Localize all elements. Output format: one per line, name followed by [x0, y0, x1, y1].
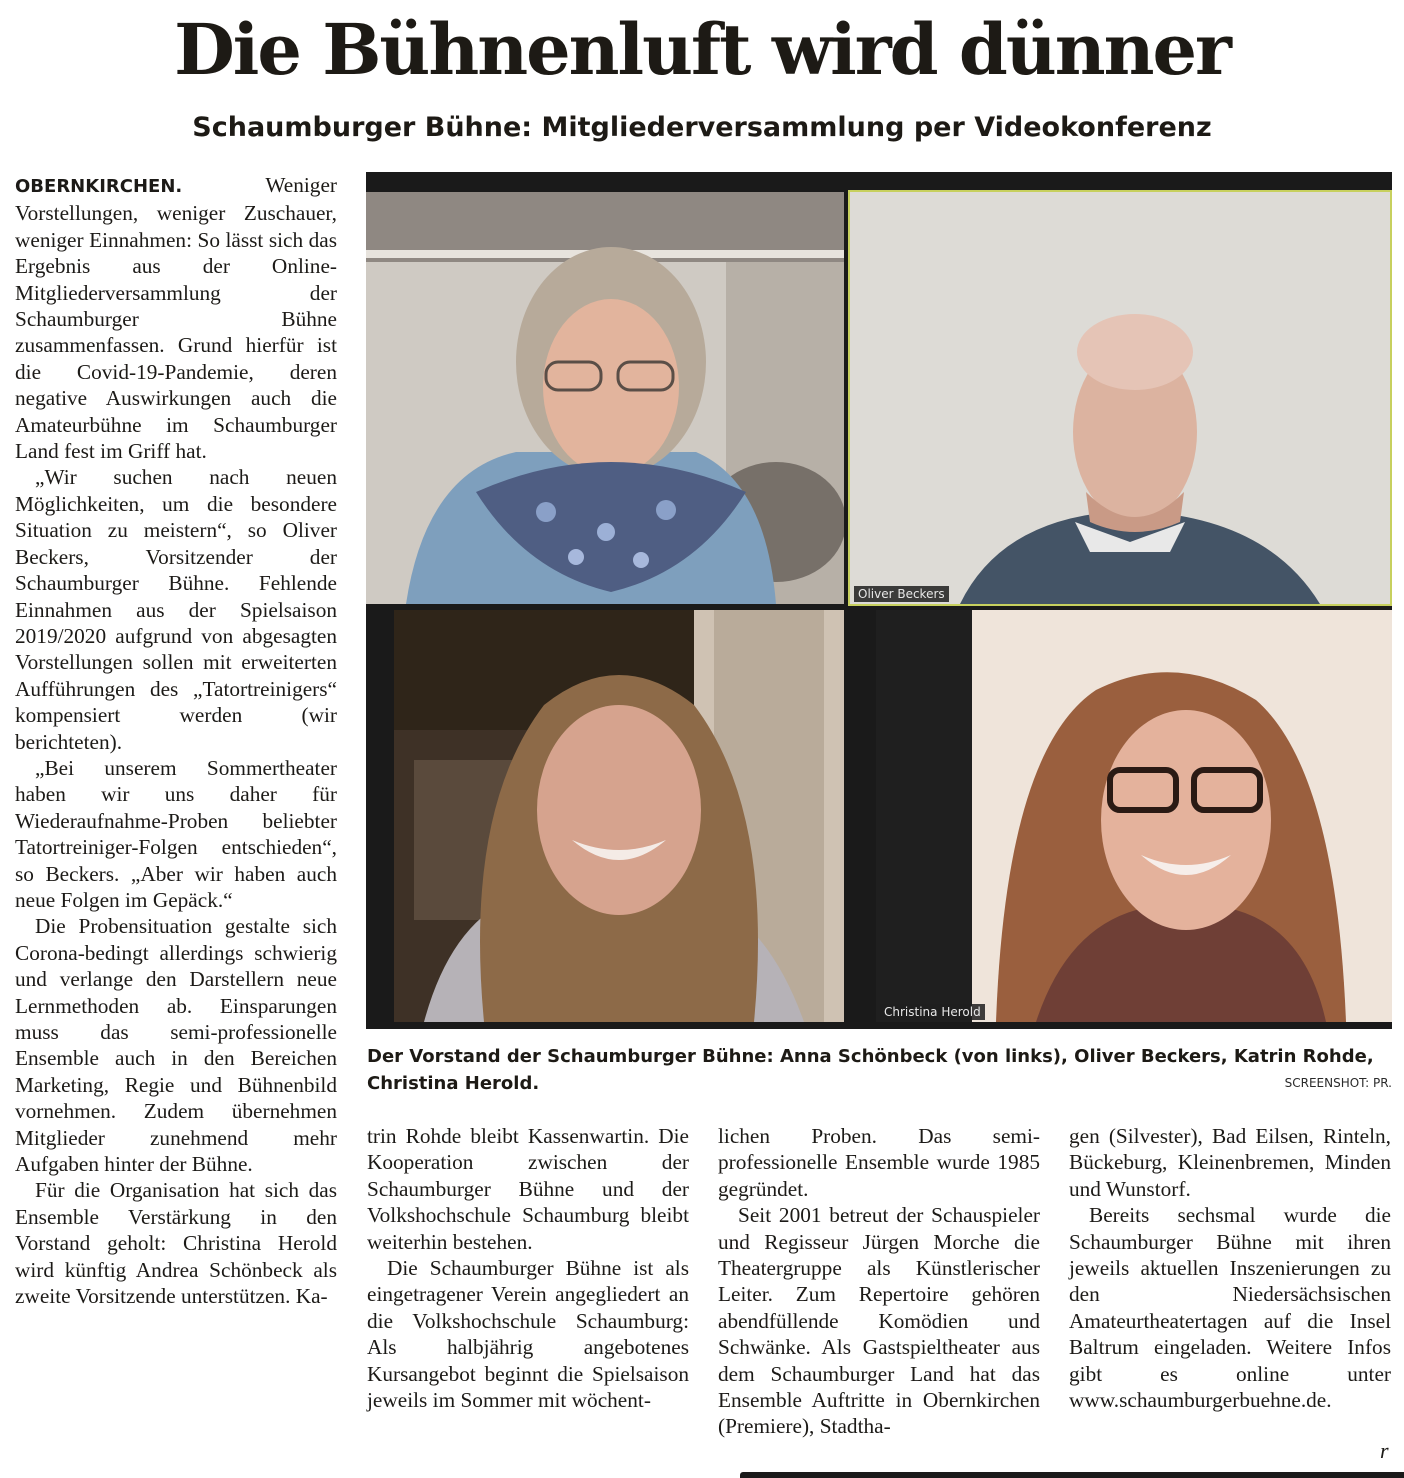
- bottom-rule: [740, 1472, 1404, 1478]
- participant-image: [366, 192, 844, 604]
- video-tile-oliver: [848, 190, 1392, 606]
- paragraph: lichen Proben. Das semi-professionelle Ensemble wurde 1985 gegründet.: [718, 1124, 1040, 1201]
- paragraph: Die Schaumburger Bühne ist als eingetragener Verein angegliedert an die Volkshochschule Schaumburg: Als halbjährig angebotenes Kursangebot beginnt die Spielsaison jeweils im Sommer mit wöchent-: [367, 1256, 689, 1413]
- article-column-4: [1069, 1123, 1391, 1413]
- paragraph: gen (Silvester), Bad Eilsen, Rinteln, Bückeburg, Kleinenbremen, Minden und Wunstorf.: [1069, 1124, 1391, 1201]
- headline: Die Bühnenluft wird dünner: [174, 8, 1230, 91]
- photo-caption: Der Vorstand der Schaumburger Bühne: Anna Schönbeck (von links), Oliver Beckers, Katrin Rohde, Christina Herold.: [367, 1046, 1374, 1094]
- dateline: OBERNKIRCHEN.: [15, 176, 183, 197]
- subheadline: Schaumburger Bühne: Mitgliederversammlung per Videokonferenz: [192, 112, 1212, 143]
- participant-image: [876, 610, 1392, 1022]
- article-column-1: [15, 172, 337, 1309]
- paragraph: Die Probensituation gestalte sich Corona-bedingt allerdings schwierig und verlange den Darstellern neue Lernmethoden ab. Einsparungen muss das semi-professionelle Ensemble auch in den Bereichen Marketing, Regie und Bühnenbild vornehmen. Zudem übernehmen Mitglieder zunehmend mehr Aufgaben hinter der Bühne.: [15, 914, 337, 1177]
- video-tile-katrin: [394, 610, 844, 1022]
- article-column-3: [718, 1123, 1040, 1440]
- author-initial: r: [1380, 1438, 1389, 1463]
- paragraph: „Wir suchen nach neuen Möglichkeiten, um die besondere Situation zu meistern“, so Oliver Beckers, Vorsitzender der Schaumburger Bühne. Fehlende Einnahmen aus der Spielsaison 2019/2020 aufgrund von abgesagten Vorstellungen sollen mit erweiterten Aufführungen des „Tatortreinigers“ kompensiert werden (wir berichteten).: [15, 465, 337, 754]
- video-tile-christina: [876, 610, 1392, 1022]
- participant-image: [850, 192, 1390, 604]
- participant-name-label: Christina Herold: [880, 1004, 985, 1020]
- paragraph: „Bei unserem Sommertheater haben wir uns daher für Wiederaufnahme-Proben beliebter Tatortreiniger-Folgen entschieden“, so Beckers. „Aber wir haben auch neue Folgen im Gepäck.“: [15, 755, 337, 912]
- participant-name-label: Oliver Beckers: [854, 586, 949, 602]
- paragraph-text: Weniger Vorstellungen, weniger Zuschauer, weniger Einnahmen: So lässt sich das Ergebnis aus der Online-Mitgliederversammlung der Schaumburger Bühne zusammenfassen. Grund hierfür ist die Covid-19-Pandemie, deren negative Auswirkungen auch die Amateurbühne im Schaumburger Land fest im Griff hat.: [15, 173, 337, 464]
- paragraph: Seit 2001 betreut der Schauspieler und Regisseur Jürgen Morche die Theatergruppe als Künstlerischer Leiter. Zum Repertoire gehören abendfüllende Komödien und Schwänke. Als Gastspieltheater aus dem Schaumburger Land hat das Ensemble Auftritte in Obernkirchen (Premiere), Stadtha-: [718, 1203, 1040, 1439]
- photo-credit: SCREENSHOT: PR.: [1284, 1076, 1392, 1090]
- paragraph: trin Rohde bleibt Kassenwartin. Die Kooperation zwischen der Schaumburger Bühne und der Volkshochschule Schaumburg bleibt weiterhin bestehen.: [367, 1124, 689, 1254]
- participant-image: [394, 610, 844, 1022]
- paragraph: Für die Organisation hat sich das Ensemble Verstärkung in den Vorstand geholt: Christina Herold wird künftig Andrea Schönbeck als zweite Vorsitzende unterstützen. Ka-: [15, 1178, 337, 1309]
- paragraph: [15, 172, 337, 464]
- paragraph: Bereits sechsmal wurde die Schaumburger Bühne mit ihren jeweils aktuellen Inszenierungen zu den Niedersächsischen Amateurtheatertagen auf die Insel Baltrum eingeladen. Weitere Infos gibt es online unter www.schaumburgerbuehne.de.: [1069, 1203, 1391, 1413]
- article-column-2: [367, 1123, 689, 1413]
- video-tile-anna: [366, 192, 844, 604]
- video-conference-photo: [366, 172, 1392, 1029]
